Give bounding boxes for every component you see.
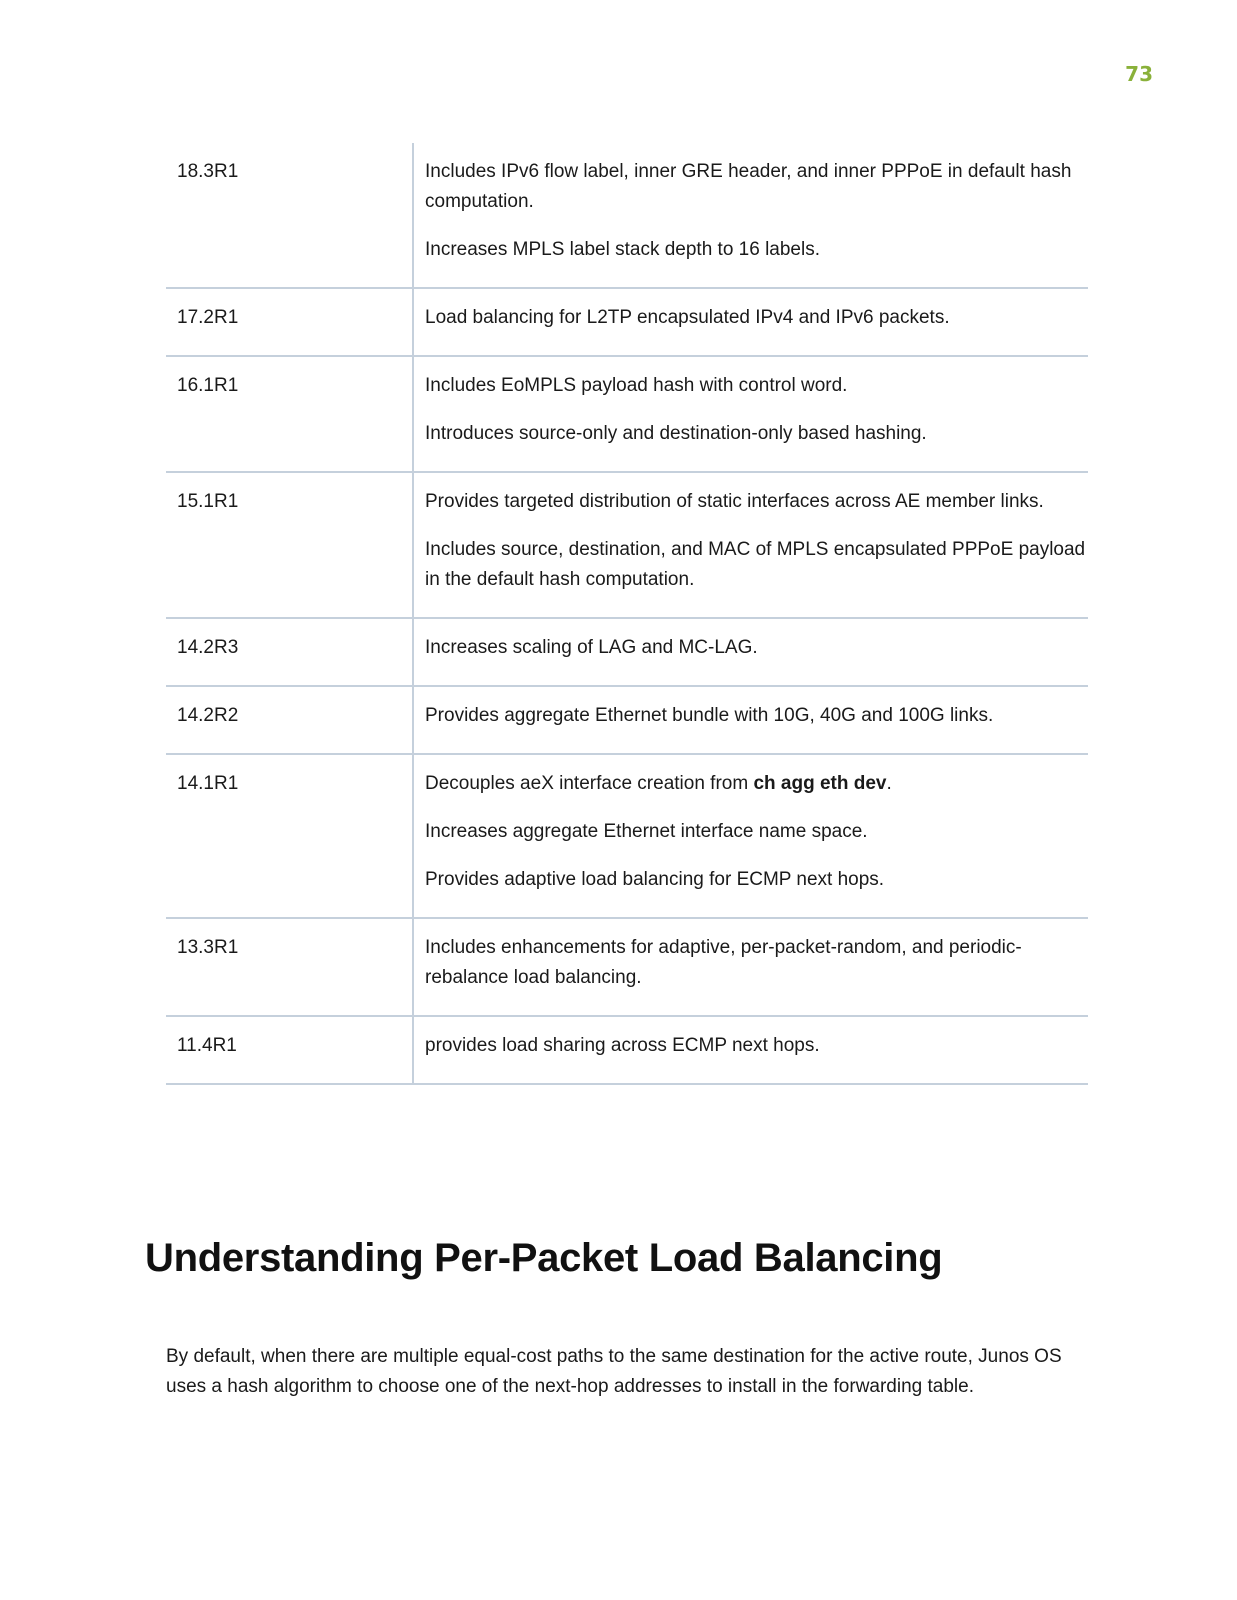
description-cell [413,754,1088,918]
table-row [166,918,1088,1016]
description-paragraph: Includes EoMPLS payload hash with control word. [425,375,848,396]
description-paragraph: Introduces source-only and destination-only based hashing. [425,423,927,444]
table-row [166,618,1088,686]
section-body-text: By default, when there are multiple equal-cost paths to the same destination for the active route, Junos OS uses a hash algorithm to choose one of the next-hop addresses to install in the forwarding table. [166,1346,1062,1397]
release-cell: 16.1R1 [166,356,413,472]
description-cell [413,472,1088,618]
description-paragraph: provides load sharing across ECMP next hops. [425,1035,820,1056]
release-cell: 14.2R3 [166,618,413,686]
description-paragraph: Provides targeted distribution of static interfaces across AE member links. [425,491,1044,512]
description-paragraph: Includes enhancements for adaptive, per-packet-random, and periodic-rebalance load balancing. [425,937,1022,988]
description-paragraph: Increases aggregate Ethernet interface name space. [425,821,868,842]
release-cell: 14.2R2 [166,686,413,754]
release-cell: 15.1R1 [166,472,413,618]
description-cell [413,288,1088,356]
description-text: . [886,773,892,794]
description-paragraph: Increases scaling of LAG and MC-LAG. [425,637,758,658]
release-cell: 13.3R1 [166,918,413,1016]
description-paragraph: Provides adaptive load balancing for ECMP next hops. [425,869,885,890]
release-history-table [166,143,1088,1085]
table-row [166,754,1088,918]
description-cell [413,618,1088,686]
description-cell [413,1016,1088,1084]
section-heading: Understanding Per-Packet Load Balancing [145,1236,943,1280]
page-number: 73 [1125,62,1153,86]
release-history-table-body [166,143,1088,1084]
table-row [166,356,1088,472]
description-cell [413,686,1088,754]
table-row [166,686,1088,754]
description-cell [413,918,1088,1016]
table-row [166,1016,1088,1084]
table-row [166,472,1088,618]
description-paragraph: Load balancing for L2TP encapsulated IPv4 and IPv6 packets. [425,307,950,328]
release-cell: 14.1R1 [166,754,413,918]
description-paragraph: Includes source, destination, and MAC of MPLS encapsulated PPPoE payload in the default hash computation. [425,539,1086,590]
description-paragraph [425,769,1088,799]
table-row [166,143,1088,288]
description-paragraph: Includes IPv6 flow label, inner GRE header, and inner PPPoE in default hash computation. [425,161,1072,212]
description-paragraph: Increases MPLS label stack depth to 16 labels. [425,239,821,260]
description-paragraph: Provides aggregate Ethernet bundle with 10G, 40G and 100G links. [425,705,994,726]
release-cell: 17.2R1 [166,288,413,356]
description-cell [413,356,1088,472]
release-cell: 18.3R1 [166,143,413,288]
release-cell: 11.4R1 [166,1016,413,1084]
description-text: Decouples aeX interface creation from [425,773,754,794]
command-keyword: ch agg eth dev [753,773,887,794]
table-row [166,288,1088,356]
description-cell [413,143,1088,288]
